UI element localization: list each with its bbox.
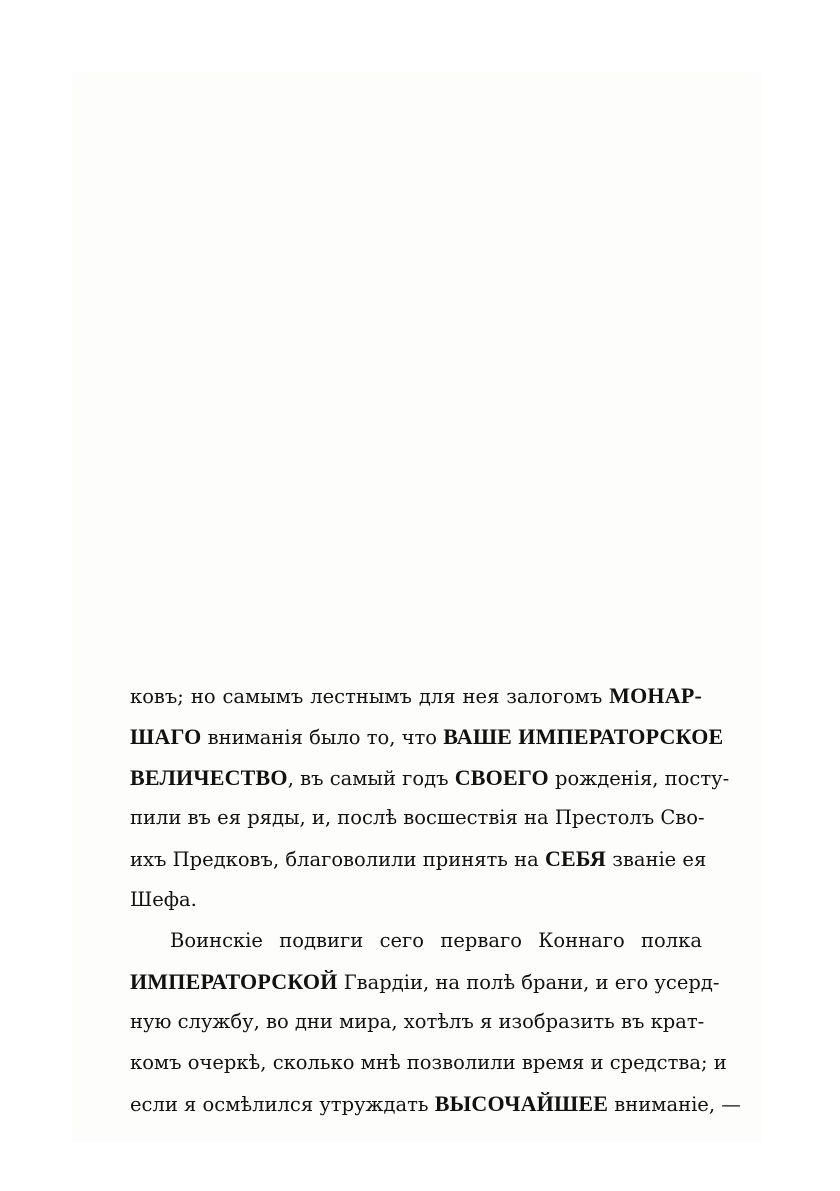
text-line: Воинскіе подвиги сего перваго Коннаго полка [170,928,702,952]
body-text [130,676,741,1125]
text-line: пили въ ея ряды, и, послѣ восшествія на Престолъ Сво- [130,806,705,830]
text-line: ную службу, во дни мира, хотѣлъ я изобразить въ крат- [130,1010,705,1034]
text-line: если я осмѣлился утруждать ВЫСОЧАЙШЕЕ вниманіе, — [130,1090,741,1116]
text-line: ВЕЛИЧЕСТВО, въ самый годъ СВОЕГО рожденія, посту- [130,764,730,790]
text-line: ИМПЕРАТОРСКОЙ Гвардіи, на полѣ брани, и его усерд- [130,968,720,994]
text-line: ихъ Предковъ, благоволили принять на СЕБЯ званіе ея [130,846,707,872]
text-line: Шефа. [130,887,197,911]
text-line: ковъ; но самымъ лестнымъ для нея залогомъ МОНАР- [130,683,702,708]
text-line: ШАГО вниманія было то, что ВАШЕ ИМПЕРАТОРСКОЕ [130,723,724,749]
text-line: комъ очеркѣ, сколько мнѣ позволили время и средства; и [130,1051,727,1075]
